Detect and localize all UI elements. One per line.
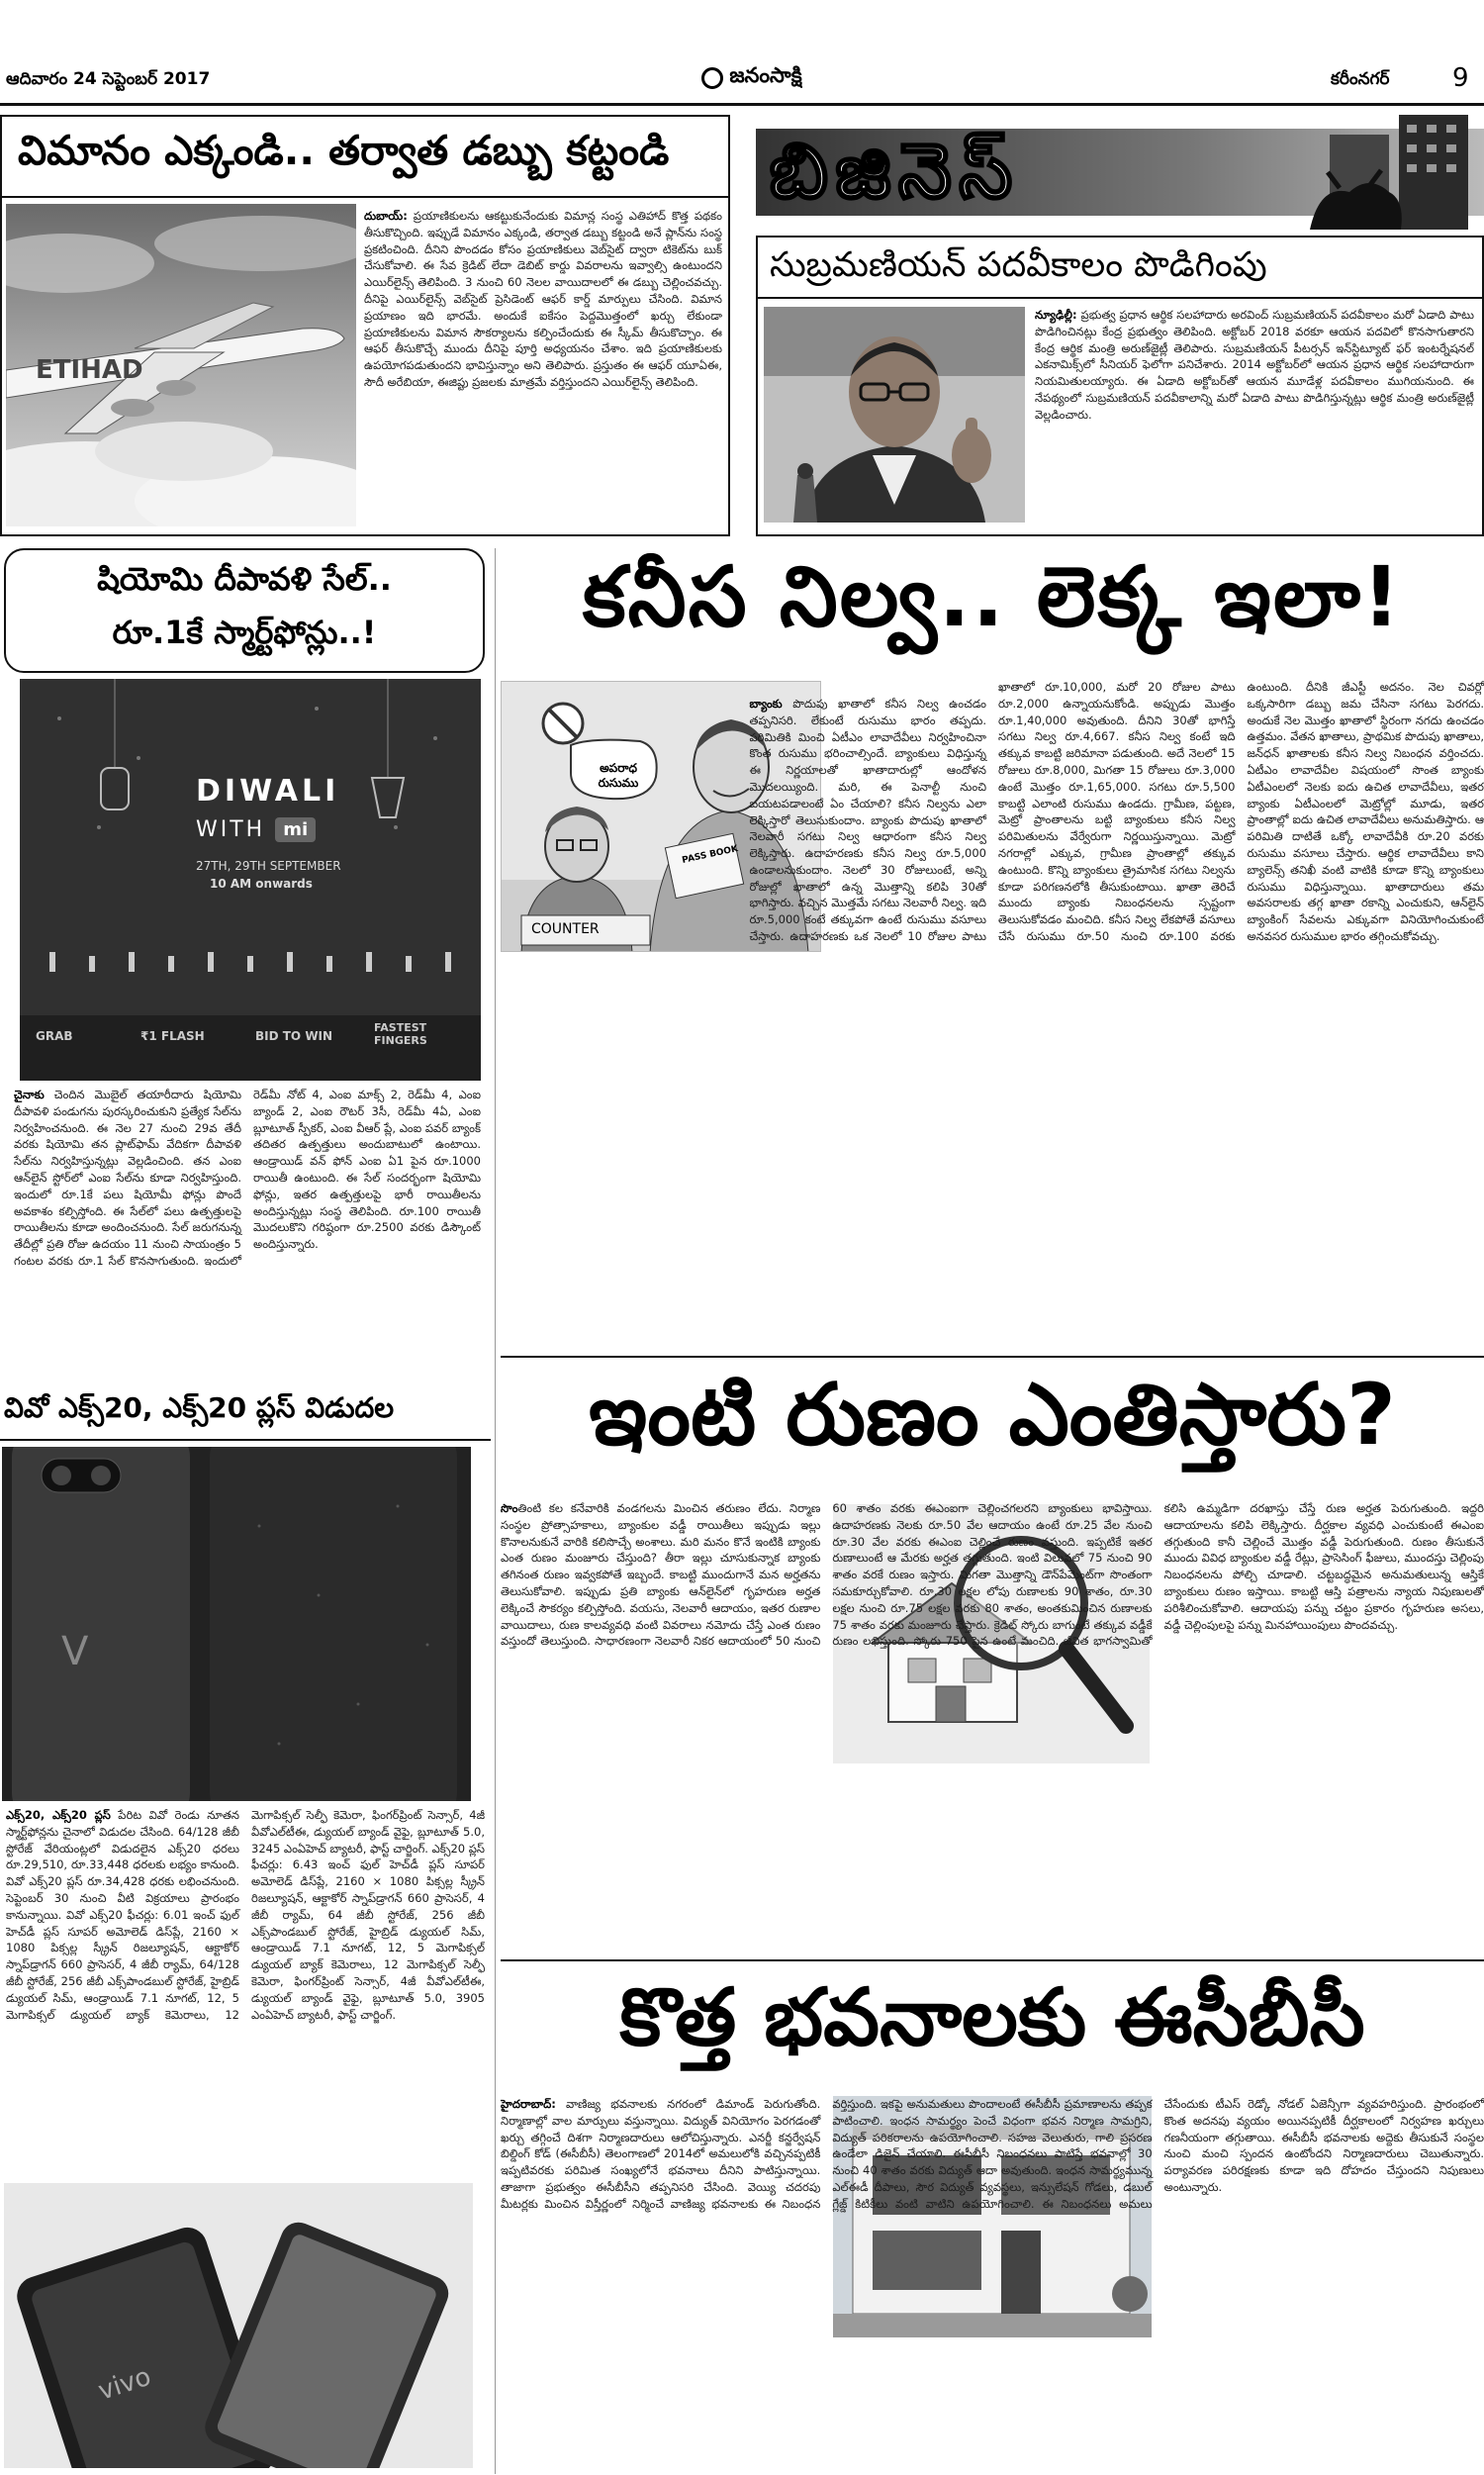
ecbc-body xyxy=(501,2096,1484,2468)
airplane-photo xyxy=(6,204,356,526)
ecbc-dateline: హైదరాబాద్: xyxy=(501,2097,556,2111)
ecbc-article xyxy=(501,1965,1484,2475)
banner-with-row xyxy=(196,817,316,842)
vivo-article xyxy=(0,1381,491,2475)
diwali-banner xyxy=(20,679,481,1081)
vivo-phone-front-illustration xyxy=(4,2183,473,2468)
xiaomi-headline-line1: షియోమి దీపావళి సేల్.. xyxy=(97,560,392,598)
flight-article xyxy=(0,115,730,536)
section-banner-title: బిజినెస్ xyxy=(770,127,1020,215)
page-number: 9 xyxy=(1452,63,1469,93)
masthead-rule xyxy=(0,103,1484,106)
paper-name: జనంసాక్షి xyxy=(729,63,802,87)
flight-text: ప్రయాణికులను ఆకట్టుకునేందుకు విమాన్ల సంస్థ ఎతిహాద్ కొత్త పథకం తీసుకొచ్చింది. ఇప్పుడే విమానం ఎక్కండి, తర్వాత డబ్బు కట్టండి అనే ప్లాన్‌ను సంస్థ ప్రకటించింది. దీనిని పొందడం కోసం ప్రయాణికులు వెబ్‌సైట్ ద్వారా టికెట్‌ను బుక్ చేసుకోవాలి. ఈ సేవ క్రెడిట్ లేదా డెబిట్ కార్డు వివరాలను ఇవ్వాల్సి ఉంటుందని ఎయిర్‌లైన్స్ తెలిపింది. 3 నుంచి 60 నెలల వాయిదాలలో ఈ డబ్బు చెల్లించవచ్చు. దీనిపై ఎయిర్‌లైన్స్ వెబ్‌సైట్ ప్రెసిడెంట్ ఆఫర్ కార్డ్ మార్పులు చేసింది. విమాన ప్రయాణం ఇది భారమే. అందుకే ఐకేసం పెద్దమొత్తంలో ఖర్చు లేకుండా ప్రయాణికులను విమాన సౌకర్యాలను కల్పించేందుకు ఈ స్కీమ్ తీసుకొచ్చాం. ఈ ఆఫర్ తీసుకొచ్చే ముందు దీనిపై పూర్తి అధ్యయనం చేశాం. ఇది ప్రయాణికులకు ఉపయోగపడుతుందని భావిస్తున్నాం అని తెలిపారు. ప్రస్తుతం ఈ ఆఫర్ యూఏఈ, సౌదీ అరేబియా, ఈజిప్టు ప్రజలకు మాత్రమే వర్తిస్తుందని ఎయిర్‌లైన్స్ తెలిపింది. xyxy=(364,209,722,389)
flight-dateline: దుబాయ్: xyxy=(364,209,408,223)
cea-dateline: న్యూఢిల్లీ: xyxy=(1035,308,1077,322)
vivo-body xyxy=(6,1807,485,2175)
homeloan-headline: ఇంటి రుణం ఎంతిస్తారు? xyxy=(589,1366,1396,1465)
vivo-phone-back-photo xyxy=(2,1447,471,1801)
xiaomi-body xyxy=(14,1087,481,1366)
vivo-phone-front-photo xyxy=(4,2183,473,2468)
xiaomi-text: చెందిన మొబైల్ తయారీదారు షియోమి దీపావళి పండుగను పురస్కరించుకుని ప్రత్యేక సేల్‌ను నిర్వహించనుంది. ఈ నెల 27 నుంచి 29వ తేదీ వరకు షియోమి తన ప్లాట్‌ఫామ్ వేదికగా దీపావళి సేల్‌ను నిర్వహిస్తున్నట్లు వెల్లడించింది. తన ఎంఐ ఆన్‌లైన్ స్టోర్‌లో ఎంఐ సేల్‌ను కూడా నిర్వహిస్తుంది. ఇందులో రూ.1కే పలు షియోమీ ఫోన్లు పొందే అవకాశం కల్పిస్తోంది. ఈ సేల్‌లో పలు ఉత్పత్తులపై రాయితీలను కూడా అందించనుంది. సేల్ జరుగనున్న తేదీల్లో ప్రతి రోజు ఉదయం 11 నుంచి సాయంత్రం 5 గంటల వరకు రూ.1 సేల్ కొనసాగుతుంది. ఇందులో రెడ్‌మీ నోట్ 4, ఎంఐ మాక్స్ 2, రెడ్‌మీ 4, ఎంఐ బ్యాండ్ 2, ఎంఐ రౌటర్ 3సీ, రెడ్‌మీ 4ఏ, ఎంఐ బ్లూటూత్ స్పీకర్, ఎంఐ వీఆర్ ప్లే, ఎంఐ పవర్ బ్యాంక్ తదితర ఉత్పత్తులు అందుబాటులో ఉంటాయి. ఆండ్రాయిడ్ వన్ ఫోన్ ఎంఐ ఏ1 పైన రూ.1000 రాయితీ ఉంటుంది. ఈ సేల్ సందర్భంగా షియోమి ఫోన్లు, ఇతర ఉత్పత్తులపై భారీ రాయితీలను అందిస్తున్నట్లు సంస్థ తెలిపింది. రూ.100 రాయితీ మొదలుకొని గరిష్ఠంగా రూ.2500 వరకు డిస్కౌంట్ అందిస్తున్నారు. xyxy=(14,1088,481,1268)
subramanian-photo xyxy=(764,307,1025,523)
logo-mark-icon xyxy=(701,67,723,89)
banner-tab-flash: ₹1 FLASH xyxy=(140,1029,205,1043)
cartoon-counter-text: COUNTER xyxy=(531,921,600,937)
masthead xyxy=(0,0,1484,109)
airplane-illustration xyxy=(6,204,356,526)
vivo-headline: వివో ఎక్స్20, ఎక్స్20 ప్లస్ విడుదల xyxy=(4,1391,395,1424)
business-banner xyxy=(756,115,1484,230)
vivo-headline-rule xyxy=(0,1439,491,1441)
ecbc-headline: కొత్త భవనాలకు ఈసీబీసీ xyxy=(619,1971,1365,2063)
svg-text:V: V xyxy=(61,1629,89,1674)
svg-text:vivo: vivo xyxy=(94,2361,155,2407)
mi-logo: mi xyxy=(275,817,316,842)
flight-headline-rule xyxy=(2,196,728,198)
minbal-dateline: బ్యాంకు xyxy=(749,696,783,711)
homeloan-dateline: సొం xyxy=(501,1501,518,1515)
minbal-text: పొదుపు ఖాతాలో కనీస నిల్వ ఉంచడం తప్పనిసరి. లేకుంటే రుసుము భారం తప్పదు. పరిమితికి మించి ఏటీఎం లావాదేవీలు నిర్వహించినా కొంత రుసుము భరించాల్సిందే. బ్యాంకులు విధిస్తున్న ఈ నిర్ణయాలతో ఖాతాదారుల్లో ఆందోళన మొదలయ్యింది. మరి, ఈ పెనాల్టీ నుంచి బయటపడాలంటే ఏం చేయాలి? కనీస నిల్వను ఎలా లెక్కిస్తారో తెలుసుకుందాం. బ్యాంకు పొదుపు ఖాతాలో నెలవారీ సగటు నిల్వ ఆధారంగా కనీస నిల్వ లెక్కిస్తారు. ఉదాహరణకు కనీస నిల్వ రూ.5,000 ఉండాలనుకుందాం. నెలలో 30 రోజులుంటే, అన్ని రోజుల్లో ఖాతాలో ఉన్న మొత్తాన్ని కలిపి 30తో భాగిస్తారు. వచ్చిన మొత్తమే సగటు నెలవారీ నిల్వ. ఇది రూ.5,000 కంటే తక్కువగా ఉంటే రుసుము వసూలు చేస్తారు. ఉదాహరణకు ఒక నెలలో 10 రోజుల పాటు ఖాతాలో రూ.10,000, మరో 20 రోజుల పాటు రూ.2,000 ఉన్నాయనుకోండి. అప్పుడు మొత్తం రూ.1,40,000 అవుతుంది. దీనిని 30తో భాగిస్తే సగటు నిల్వ రూ.4,667. కనీస నిల్వ కంటే ఇది తక్కువ కాబట్టి జరిమానా పడుతుంది. అదే నెలలో 15 రోజులు రూ.8,000, మిగతా 15 రోజులు రూ.3,000 ఉంటే మొత్తం రూ.1,65,000. సగటు రూ.5,500 కాబట్టి ఎలాంటి రుసుము ఉండదు. గ్రామీణ, పట్టణ, మెట్రో ప్రాంతాలను బట్టి బ్యాంకులు కనీస నిల్వ పరిమితులను వేర్వేరుగా నిర్ణయిస్తున్నాయి. మెట్రో నగరాల్లో ఎక్కువ, గ్రామీణ ప్రాంతాల్లో తక్కువ ఉంటుంది. కొన్ని బ్యాంకులు త్రైమాసిక సగటు నిల్వను కూడా పరిగణనలోకి తీసుకుంటాయి. ఖాతా తెరిచే ముందు బ్యాంకు నిబంధనలను స్పష్టంగా తెలుసుకోవడం మంచిది. కనీస నిల్వ లేకపోతే వసూలు చేసే రుసుము రూ.50 నుంచి రూ.100 వరకు ఉంటుంది. దీనికి జీఎస్టీ అదనం. నెల చివర్లో ఒక్కసారిగా డబ్బు జమ చేసినా సగటు పెరగదు. అందుకే నెల మొత్తం ఖాతాలో స్థిరంగా నగదు ఉంచడం ఉత్తమం. వేతన ఖాతాలు, ప్రాథమిక పొదుపు ఖాతాలు, జన్‌ధన్ ఖాతాలకు కనీస నిల్వ నిబంధన వర్తించదు. ఏటీఎం లావాదేవీల విషయంలో సొంత బ్యాంకు ఏటీఎంలలో నెలకు ఐదు ఉచిత లావాదేవీలు, ఇతర బ్యాంకు ఏటీఎంలలో మెట్రోల్లో మూడు, ఇతర ప్రాంతాల్లో ఐదు ఉచిత లావాదేవీలు అనుమతిస్తారు. ఆ పరిమితి దాటితే ఒక్కో లావాదేవీకి రూ.20 వరకు రుసుము వసూలు చేస్తారు. ఆర్థిక లావాదేవీలు కాని బ్యాలెన్స్ తనిఖీ వంటి వాటికి కూడా కొన్ని బ్యాంకులు రుసుము విధిస్తున్నాయి. ఖాతాదారులు తమ అవసరాలకు తగ్గ ఖాతా రకాన్ని ఎంచుకుని, ఆన్‌లైన్ బ్యాంకింగ్ సేవలను ఎక్కువగా వినియోగించుకుంటే అనవసర రుసుముల భారం తగ్గించుకోవచ్చు. xyxy=(749,680,1484,944)
vivo-text: పేరిట వివో రెండు నూతన స్మార్ట్‌ఫోన్లను చైనాలో విడుదల చేసింది. 64/128 జీబీ స్టోరేజ్ వేరియంట్లలో విడుదలైన ఎక్స్20 ధరలు రూ.29,510, రూ.33,448 ధరలకు లభ్యం కానుంది. వివో ఎక్స్20 ప్లస్ రూ.34,428 ధరకు లభించనుంది. సెప్టెంబర్ 30 నుంచి వీటి విక్రయాలు ప్రారంభం కానున్నాయి. వివో ఎక్స్20 ఫీచర్లు: 6.01 ఇంచ్ ఫుల్ హెచ్‌డీ ప్లస్ సూపర్ అమోలెడ్ డిస్‌ప్లే, 2160 × 1080 పిక్సల్ల స్క్రీన్ రిజల్యూషన్, ఆక్టాకోర్ స్నాప్‌డ్రాగన్ 660 ప్రాసెసర్, 4 జీబీ ర్యామ్, 64/128 జీబీ స్టోరేజ్, 256 జీబీ ఎక్స్‌పాండబుల్ స్టోరేజ్, హైబ్రిడ్ డ్యుయల్ సిమ్, ఆండ్రాయిడ్ 7.1 నూగట్, 12, 5 మెగాపిక్సల్ డ్యుయల్ బ్యాక్ కెమెరాలు, 12 మెగాపిక్సల్ సెల్ఫీ కెమెరా, ఫింగర్‌ప్రింట్ సెన్సార్, 4జీ వీవోఎల్‌టీఈ, డ్యుయల్ బ్యాండ్ వైఫై, బ్లూటూత్ 5.0, 3245 ఎంఏహెచ్ బ్యాటరీ, ఫాస్ట్ చార్జింగ్. ఎక్స్20 ప్లస్ ఫీచర్లు: 6.43 ఇంచ్ ఫుల్ హెచ్‌డీ ప్లస్ సూపర్ అమోలెడ్ డిస్‌ప్లే, 2160 × 1080 పిక్సల్ల స్క్రీన్ రిజల్యూషన్, ఆక్టాకోర్ స్నాప్‌డ్రాగన్ 660 ప్రాసెసర్, 4 జీబీ ర్యామ్, 64 జీబీ స్టోరేజ్, 256 జీబీ ఎక్స్‌పాండబుల్ స్టోరేజ్, హైబ్రిడ్ డ్యుయల్ సిమ్, ఆండ్రాయిడ్ 7.1 నూగట్, 12, 5 మెగాపిక్సల్ డ్యుయల్ బ్యాక్ కెమెరాలు, 12 మెగాపిక్సల్ సెల్ఫీ కెమెరా, ఫింగర్‌ప్రింట్ సెన్సార్, 4జీ వీవోఎల్‌టీఈ, డ్యుయల్ బ్యాండ్ వైఫై, బ్లూటూత్ 5.0, 3905 ఎంఏహెచ్ బ్యాటరీ, ఫాస్ట్ చార్జింగ్. xyxy=(6,1808,485,2022)
left-column-rule xyxy=(495,548,496,2474)
banner-tab-bid: BID TO WIN xyxy=(255,1029,333,1043)
cartoon-passbook-text: PASS BOOK xyxy=(681,844,739,866)
issue-date: ఆదివారం 24 సెప్టెంబర్ 2017 xyxy=(6,69,211,89)
homeloan-dropcap xyxy=(501,1501,517,1515)
homeloan-article xyxy=(501,1362,1484,1959)
cartoon-sign-text: అపరాధ రుసుము xyxy=(598,761,639,790)
banner-time: 10 AM onwards xyxy=(210,877,313,891)
xiaomi-dateline: చైనాకు xyxy=(14,1088,45,1101)
banner-with: WITH xyxy=(196,817,266,842)
person-portrait xyxy=(764,307,1025,523)
vivo-dateline: ఎక్స్20, ఎక్స్20 ప్లస్ xyxy=(6,1808,111,1822)
edition-name: కరీంనగర్ xyxy=(1331,69,1390,89)
flight-body xyxy=(364,208,722,530)
cea-article xyxy=(756,236,1484,536)
bull-building-icon xyxy=(1310,115,1484,230)
xiaomi-headline-line2: రూ.1కే స్మార్ట్‌ఫోన్లు..! xyxy=(112,614,377,651)
flight-headline: విమానం ఎక్కండి.. తర్వాత డబ్బు కట్టండి xyxy=(18,127,670,174)
minbal-body xyxy=(501,679,1484,1344)
banner-tab-grab: GRAB xyxy=(36,1029,73,1043)
xiaomi-headline-box xyxy=(4,548,485,673)
homeloan-text: తింటి కల కనేవారికి వండగలను మించిన తరుణం లేదు. నిర్మాణ సంస్థల ప్రోత్సాహకాలు, బ్యాంకుల వడ్డీ రాయితీలు ఇప్పుడు ఇల్లు కొనాలనుకునే వారికి కలిసొచ్చే అంశాలు. మరి మనం కొనే ఇంటికి బ్యాంకు ఎంత రుణం మంజూరు చేస్తుంది? తీరా ఇల్లు చూసుకున్నాక బ్యాంకు తగినంత రుణం ఇవ్వకపోతే ఇబ్బందే. కాబట్టి ముందుగానే మన అర్హతను తెలుసుకోవాలి. ఇప్పుడు ప్రతి బ్యాంకు ఆన్‌లైన్‌లో గృహరుణ అర్హత లెక్కించే సౌకర్యం కల్పిస్తోంది. వయసు, నెలవారీ ఆదాయం, ఇతర రుణాల వాయిదాలు, రుణ కాలవ్యవధి వంటి వివరాలు నమోదు చేస్తే ఎంత రుణం వస్తుందో తెలుస్తుంది. సాధారణంగా నెలవారీ నికర ఆదాయంలో 50 నుంచి 60 శాతం వరకు ఈఎంఐగా చెల్లించగలరని బ్యాంకులు భావిస్తాయి. ఉదాహరణకు నెలకు రూ.50 వేల ఆదాయం ఉంటే రూ.25 వేల నుంచి రూ.30 వేల వరకు ఈఎంఐ చెల్లించే రుణం వస్తుంది. ఇప్పటికే ఇతర రుణాలుంటే ఆ మేరకు అర్హత తగ్గుతుంది. ఇంటి విలువలో 75 నుంచి 90 శాతం వరకే రుణం ఇస్తారు. మిగతా మొత్తాన్ని డౌన్‌పేమెంట్‌గా సొంతంగా సమకూర్చుకోవాలి. రూ.30 లక్షల లోపు రుణాలకు 90 శాతం, రూ.30 లక్షల నుంచి రూ.75 లక్షల వరకు 80 శాతం, అంతకుమించిన రుణాలకు 75 శాతం వరకు మంజూరు చేస్తారు. క్రెడిట్ స్కోరు బాగుంటే తక్కువ వడ్డీకే రుణం లభిస్తుంది. స్కోరు 750 పైన ఉంటే మంచిది. జీవిత భాగస్వామితో కలిసి ఉమ్మడిగా దరఖాస్తు చేస్తే రుణ అర్హత పెరుగుతుంది. ఇద్దరి ఆదాయాలను కలిపి లెక్కిస్తారు. దీర్ఘకాల వ్యవధి ఎంచుకుంటే ఈఎంఐ తగ్గుతుంది కానీ చెల్లించే మొత్తం వడ్డీ పెరుగుతుంది. రుణం తీసుకునే ముందు వివిధ బ్యాంకుల వడ్డీ రేట్లు, ప్రాసెసింగ్ ఫీజులు, ముందస్తు చెల్లింపు నిబంధనలను పోల్చి చూడాలి. చట్టబద్ధమైన అనుమతులున్న ఆస్తికే బ్యాంకులు రుణం ఇస్తాయి. కాబట్టి ఆస్తి పత్రాలను న్యాయ నిపుణులతో పరిశీలించుకోవాలి. ఆదాయపు పన్ను చట్టం ప్రకారం గృహరుణ అసలు, వడ్డీ చెల్లింపులపై పన్ను మినహాయింపులు పొందవచ్చు. xyxy=(501,1501,1484,1649)
paper-logo xyxy=(633,61,871,95)
cea-headline-rule xyxy=(758,297,1482,299)
cea-text: ప్రభుత్వ ప్రధాన ఆర్థిక సలహాదారు అరవింద్ సుబ్రమణియన్ పదవీకాలం మరో ఏడాది పాటు పొడిగించినట్లు కేంద్ర ప్రభుత్వం తెలిపింది. అక్టోబర్ 2018 వరకూ ఆయన పదవిలో కొనసాగుతారని కేంద్ర ఆర్థిక మంత్రి అరుణ్‌జైట్లీ తెలిపారు. సుబ్రమణియన్ పీటర్సన్ ఇన్‌స్టిట్యూట్ ఫర్ ఇంటర్నేషనల్ ఎకనామిక్స్‌లో సీనియర్ ఫెలోగా పనిచేశారు. 2014 అక్టోబర్‌లో ఆయన ప్రధాన ఆర్థిక సలహాదారుగా నియమితులయ్యారు. ఈ ఏడాది అక్టోబర్‌తో ఆయన మూడేళ్ల పదవీకాలం ముగియనుంది. ఈ నేపథ్యంలో సుబ్రమణియన్ పదవీకాలాన్ని మరో ఏడాది పాటు పొడిగిస్తున్నట్లు ఆర్థిక మంత్రి అరుణ్‌జైట్లీ వెల్లడించారు. xyxy=(1035,308,1474,422)
xiaomi-article xyxy=(0,548,491,1372)
banner-diwali-title: DIWALI xyxy=(196,774,340,809)
vivo-phone-back-illustration xyxy=(2,1447,471,1801)
cea-headline: సుబ్రమణియన్ పదవీకాలం పొడిగింపు xyxy=(770,245,1267,285)
banner-tab-fastest: FASTEST FINGERS xyxy=(374,1021,427,1047)
homeloan-body xyxy=(501,1500,1484,1953)
minbal-article xyxy=(501,548,1484,1352)
svg-text:ETIHAD: ETIHAD xyxy=(36,355,143,385)
banner-dates: 27TH, 29TH SEPTEMBER xyxy=(196,859,341,873)
cea-body xyxy=(1035,307,1474,526)
minbal-headline: కనీస నిల్వ.. లెక్క ఇలా! xyxy=(582,548,1403,645)
ecbc-text: వాణిజ్య భవనాలకు నగరంలో డిమాండ్ పెరుగుతోంది. నిర్మాణాల్లో వాల మార్పులు వస్తున్నాయి. విద్యుత్ వినియోగం పెరగడంతో ఖర్చు తగ్గించే దిశగా నిర్మాణదారులు ఆలోచిస్తున్నారు. ఎనర్జీ కన్జర్వేషన్ బిల్డింగ్ కోడ్ (ఈసీబీసీ) తెలంగాణలో 2014లో అమలులోకి వచ్చినప్పటికీ ఇప్పటివరకు పరిమిత సంఖ్యలోనే భవనాలు దీనిని పాటిస్తున్నాయి. తాజాగా ప్రభుత్వం ఈసీబీసీని తప్పనిసరి చేసింది. వెయ్యి చదరపు మీటర్లకు మించిన విస్తీర్ణంలో నిర్మించే వాణిజ్య భవనాలకు ఈ నిబంధన వర్తిస్తుంది. ఇకపై అనుమతులు పొందాలంటే ఈసీబీసీ ప్రమాణాలను తప్పక పాటించాలి. ఇంధన సామర్థ్యం పెంచే విధంగా భవన నిర్మాణ సామగ్రిని, విద్యుత్ పరికరాలను ఉపయోగించాలి. సహజ వెలుతురు, గాలి ప్రసరణ ఉండేలా డిజైన్ చేయాలి. ఈసీబీసీ నిబంధనలు పాటిస్తే భవనాల్లో 30 నుంచి 40 శాతం వరకు విద్యుత్ ఆదా అవుతుంది. ఇంధన సామర్థ్యమున్న ఎల్‌ఈడీ దీపాలు, సౌర విద్యుత్ వ్యవస్థలు, ఇన్సులేషన్ గోడలు, డబుల్ గ్లేజ్డ్ కిటికీలు వంటి వాటిని ఉపయోగించాలి. ఈ నిబంధనలు అమలు చేసేందుకు టీఎస్ రెడ్కో నోడల్ ఏజెన్సీగా వ్యవహరిస్తుంది. ప్రారంభంలో కొంత అదనపు వ్యయం అయినప్పటికీ దీర్ఘకాలంలో నిర్వహణ ఖర్చులు గణనీయంగా తగ్గుతాయి. ఈసీబీసీ భవనాలకు అద్దెకు తీసుకునే సంస్థల నుంచి మంచి స్పందన ఉంటోందని నిర్మాణదారులు చెబుతున్నారు. పర్యావరణ పరిరక్షణకు కూడా ఇది దోహదం చేస్తుందని నిపుణులు అంటున్నారు. xyxy=(501,2097,1484,2211)
minbal-bottom-rule xyxy=(501,1356,1484,1358)
homeloan-bottom-rule xyxy=(501,1959,1484,1961)
